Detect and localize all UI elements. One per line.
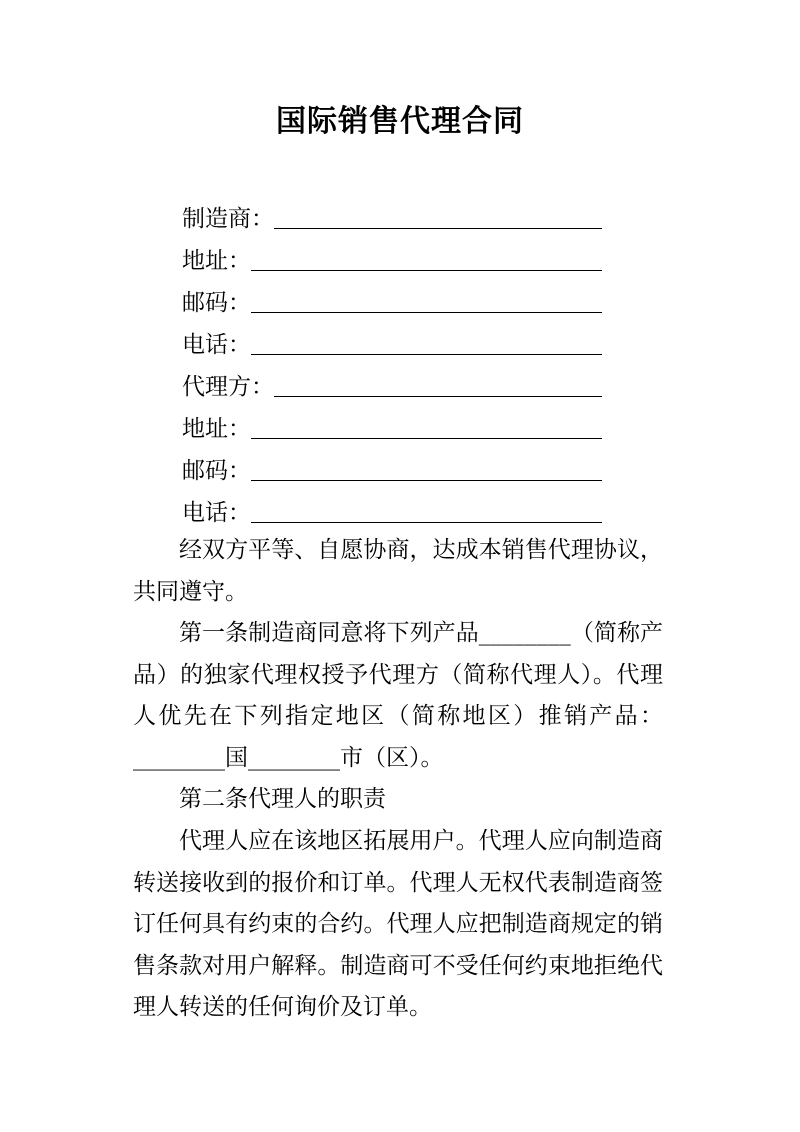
manufacturer-phone-field: [182, 326, 602, 360]
field-label: 邮码：: [182, 458, 251, 484]
blank-line: [251, 292, 602, 313]
blank-line: [251, 502, 602, 523]
agent-postcode-field: [182, 452, 602, 486]
field-label: 地址：: [182, 248, 251, 274]
field-label: 电话：: [182, 332, 251, 358]
manufacturer-address-field: [182, 242, 602, 276]
blank-line: [251, 334, 602, 355]
agent-address-field: [182, 410, 602, 444]
agent-field: [182, 368, 602, 402]
blank-line: [274, 208, 602, 229]
agent-phone-field: [182, 494, 602, 528]
blank-line: [251, 460, 602, 481]
document-title: 国际销售代理合同: [276, 104, 524, 139]
blank-line: [251, 418, 602, 439]
article-1-paragraph: 第一条制造商同意将下列产品________（简称产品）的独家代理权授予代理方（简称代理人）。代理人优先在下列指定地区（简称地区）推销产品：________国________市（区）。: [133, 620, 663, 771]
blank-line: [274, 376, 602, 397]
field-label: 电话：: [182, 500, 251, 526]
article-2-heading: 第二条代理人的职责: [179, 786, 386, 812]
field-label: 邮码：: [182, 290, 251, 316]
field-label: 地址：: [182, 416, 251, 442]
field-label: 制造商：: [182, 206, 274, 232]
manufacturer-postcode-field: [182, 284, 602, 318]
article-2-paragraph: 代理人应在该地区拓展用户。代理人应向制造商转送接收到的报价和订单。代理人无权代表制造商签订任何具有约束的合约。代理人应把制造商规定的销售条款对用户解释。制造商可不受任何约束地拒绝代理人转送的任何询价及订单。: [133, 828, 663, 1020]
manufacturer-field: [182, 200, 602, 234]
blank-line: [251, 250, 602, 271]
preamble-paragraph: 经双方平等、自愿协商，达成本销售代理协议，共同遵守。: [133, 537, 663, 605]
field-label: 代理方：: [182, 374, 274, 400]
